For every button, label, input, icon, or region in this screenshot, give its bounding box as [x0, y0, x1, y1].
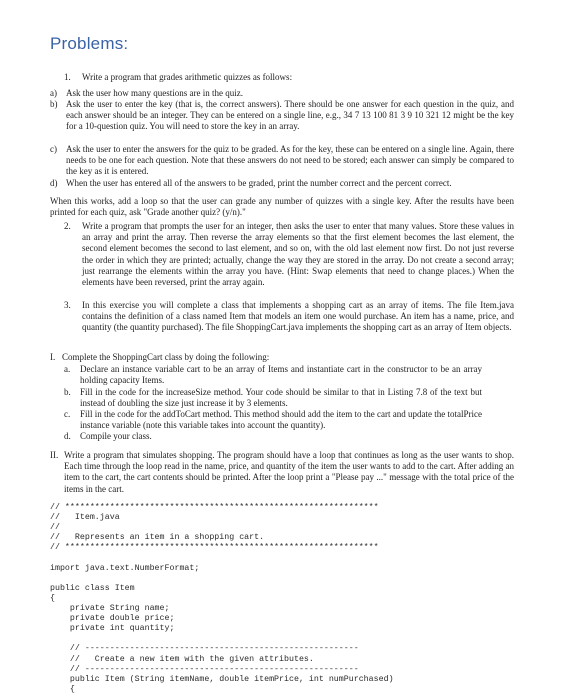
problem-1-item-a-label: a): [50, 88, 57, 98]
part-2-label: II.: [50, 450, 59, 460]
code-line: // ***************************************************************: [50, 503, 379, 512]
code-line: // -------------------------------------------------------: [50, 664, 359, 674]
code-line: private double price;: [50, 614, 175, 624]
problem-2-number: 2.: [64, 221, 71, 231]
part-1-item-b-label: b.: [64, 387, 71, 397]
code-line: import java.text.NumberFormat;: [50, 563, 200, 573]
code-line: // Item.java: [50, 513, 120, 523]
code-line: // -------------------------------------------------------: [50, 644, 359, 654]
part-1-item-a-label: a.: [64, 364, 71, 374]
code-line: // ***************************************************************: [50, 543, 379, 553]
code-line: public class Item: [50, 583, 135, 593]
code-line: private String name;: [50, 604, 170, 613]
part-1-intro: Complete the ShoppingCart class by doing the following:: [62, 352, 270, 362]
part-1-label: I.: [50, 352, 56, 362]
problem-1-followup: When this works, add a loop so that the user can grade any number of quizzes with a single key. After the results have been printed for each quiz, ask "Grade another quiz? (y/n).": [50, 196, 514, 218]
problem-1-item-c-label: c): [50, 144, 57, 154]
code-line: // Represents an item in a shopping cart.: [50, 533, 265, 543]
problem-1-item-d: When the user has entered all of the answers to be graded, print the number correct and the percent correct.: [66, 178, 452, 188]
part-1-item-c: Fill in the code for the addToCart method. This method should add the item to the cart and update the totalPrice instance variable (note this variable takes into account the quantity).: [80, 409, 482, 431]
problem-1-intro: Write a program that grades arithmetic quizzes as follows:: [82, 72, 293, 82]
part-2-text: Write a program that simulates shopping. The program should have a loop that continues as long as the user wants to shop. Each time through the loop read in the name, price, and quantity of the item the user wants to add to the cart. After adding an item to the cart, the cart contents should be printed. After the loop print a "Please pay ..." message with the total price of the items in the cart.: [64, 450, 514, 494]
part-1-item-d: Compile your class.: [80, 431, 152, 441]
code-line: public Item (String itemName, double itemPrice, int numPurchased): [50, 674, 394, 684]
code-line: private int quantity;: [50, 624, 175, 634]
problem-3-text: In this exercise you will complete a class that implements a shopping cart as an array of items. The file Item.java contains the definition of a class named Item that models an item one would purchase. An item has a name, price, and quantity (the quantity purchased). The file ShoppingCart.java implements the shopping cart as an array of Item objects.: [82, 300, 514, 333]
code-line: {: [50, 593, 55, 603]
code-line: // Create a new item with the given attributes.: [50, 654, 314, 664]
part-1-item-a: Declare an instance variable cart to be an array of Items and instantiate cart in the constructor to be an array holding capacity Items.: [80, 364, 482, 386]
problem-3-number: 3.: [64, 300, 71, 310]
problem-1-item-a: Ask the user how many questions are in the quiz.: [66, 88, 243, 98]
code-line: //: [50, 523, 60, 533]
problem-1-number: 1.: [64, 72, 71, 82]
code-line: {: [50, 684, 75, 694]
part-1-item-c-label: c.: [64, 409, 71, 419]
problem-1-item-d-label: d): [50, 178, 58, 188]
page-title: Problems:: [50, 34, 129, 53]
problem-1-item-c: Ask the user to enter the answers for the quiz to be graded. As for the key, these can be entered on a single line. Again, there needs to be one for each question. Note that these answers do not need to be stored; each answer can simply be compared to the key as it is entered.: [66, 144, 514, 177]
problem-1-item-b-label: b): [50, 99, 58, 109]
part-1-item-b: Fill in the code for the increaseSize method. Your code should be similar to that in Listing 7.8 of the text but instead of doubling the size just increase it by 3 elements.: [80, 387, 482, 409]
problem-2-text: Write a program that prompts the user for an integer, then asks the user to enter that many values. Store these values in an array and print the array. Then reverse the array elements so that the first element becomes the last element, the second element becomes the second to last element, and so on, with the old last element now first. Do not just reverse the order in which they are printed; actually, change the way they are stored in the array. Do not create a second array; just rearrange the elements within the array you have. (Hint: Swap elements that need to change places.) When the elements have been reversed, print the array again.: [82, 221, 514, 288]
problem-1-item-b: Ask the user to enter the key (that is, the correct answers). There should be one answer for each question in the quiz, and each answer should be an integer. They can be entered on a single line, e.g., 34 7 13 100 81 3 9 10 321 12 might be the key for a 10-question quiz. You will need to store the key in an array.: [66, 99, 514, 132]
part-1-item-d-label: d.: [64, 431, 71, 441]
